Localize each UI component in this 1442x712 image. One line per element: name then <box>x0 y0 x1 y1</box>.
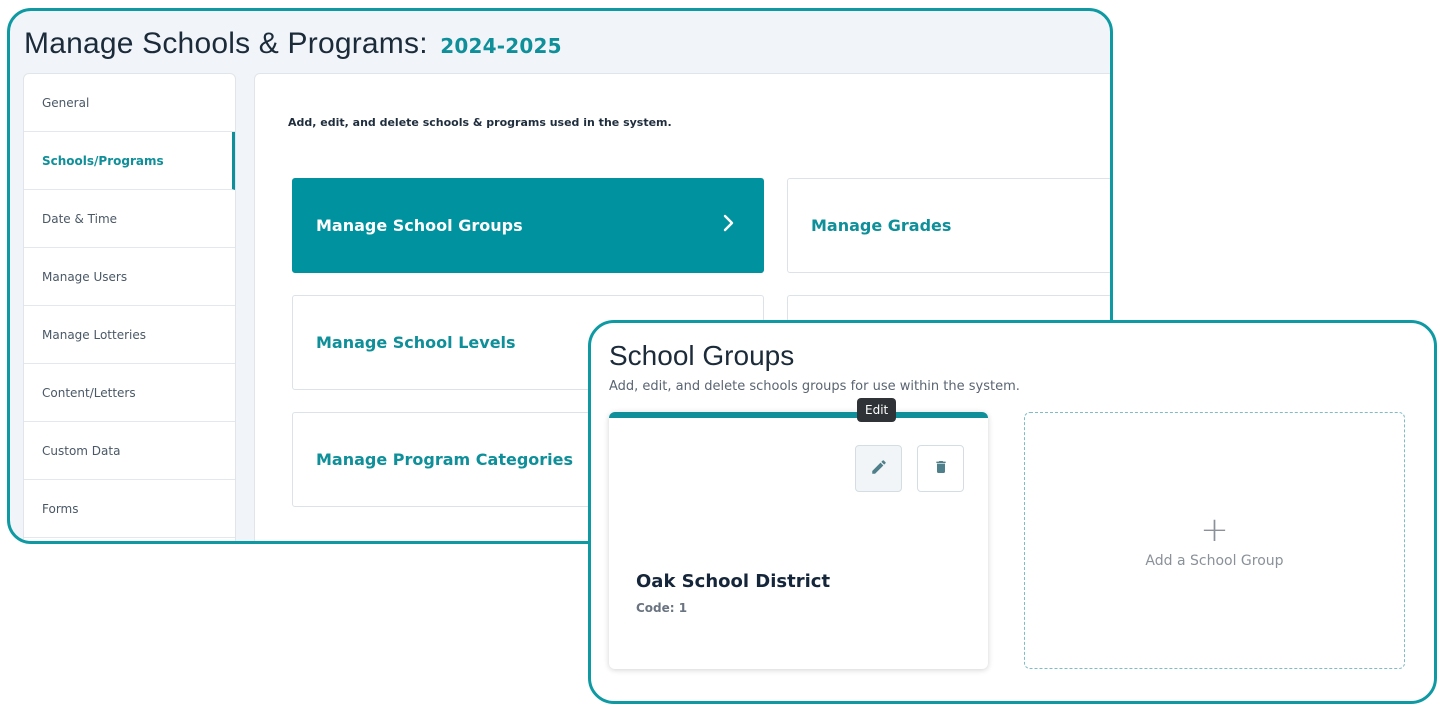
trash-icon <box>933 458 949 480</box>
delete-button[interactable] <box>917 445 964 492</box>
sidebar-item-forms[interactable]: Forms <box>24 480 235 538</box>
sidebar-item-manage-users[interactable]: Manage Users <box>24 248 235 306</box>
page-title-text: Manage Schools & Programs: <box>24 27 428 60</box>
sidebar-item-date-time[interactable]: Date & Time <box>24 190 235 248</box>
sidebar-item-manage-lotteries[interactable]: Manage Lotteries <box>24 306 235 364</box>
school-group-code: Code: 1 <box>636 601 688 615</box>
settings-sidebar <box>23 73 236 544</box>
plus-icon: + <box>1200 509 1229 550</box>
school-group-card <box>609 403 988 669</box>
school-groups-title: School Groups <box>609 340 795 371</box>
school-groups-window <box>588 320 1437 704</box>
chevron-right-icon <box>723 213 735 238</box>
card-label: Manage School Groups <box>316 216 523 235</box>
card-label: Manage Program Categories <box>316 450 574 469</box>
school-year-label: 2024-2025 <box>440 34 562 58</box>
school-groups-description: Add, edit, and delete schools groups for use within the system. <box>609 379 1020 394</box>
school-group-name: Oak School District <box>636 571 831 592</box>
sidebar-item-schools-programs[interactable]: Schools/Programs <box>24 132 235 190</box>
card-label: Manage Grades <box>811 216 952 235</box>
sidebar-item-custom-data[interactable]: Custom Data <box>24 422 235 480</box>
pencil-icon <box>870 458 888 480</box>
main-description: Add, edit, and delete schools & programs used in the system. <box>288 116 672 129</box>
sidebar-item-content-letters[interactable]: Content/Letters <box>24 364 235 422</box>
page-title <box>24 27 562 61</box>
edit-button[interactable] <box>855 445 902 492</box>
add-school-group-button[interactable] <box>1024 412 1405 669</box>
manage-school-groups-card[interactable] <box>292 178 764 273</box>
card-label: Manage School Levels <box>316 333 516 352</box>
manage-grades-card[interactable] <box>787 178 1113 273</box>
sidebar-item-general[interactable]: General <box>24 74 235 132</box>
add-school-group-label: Add a School Group <box>1145 552 1284 569</box>
edit-tooltip: Edit <box>857 398 896 422</box>
